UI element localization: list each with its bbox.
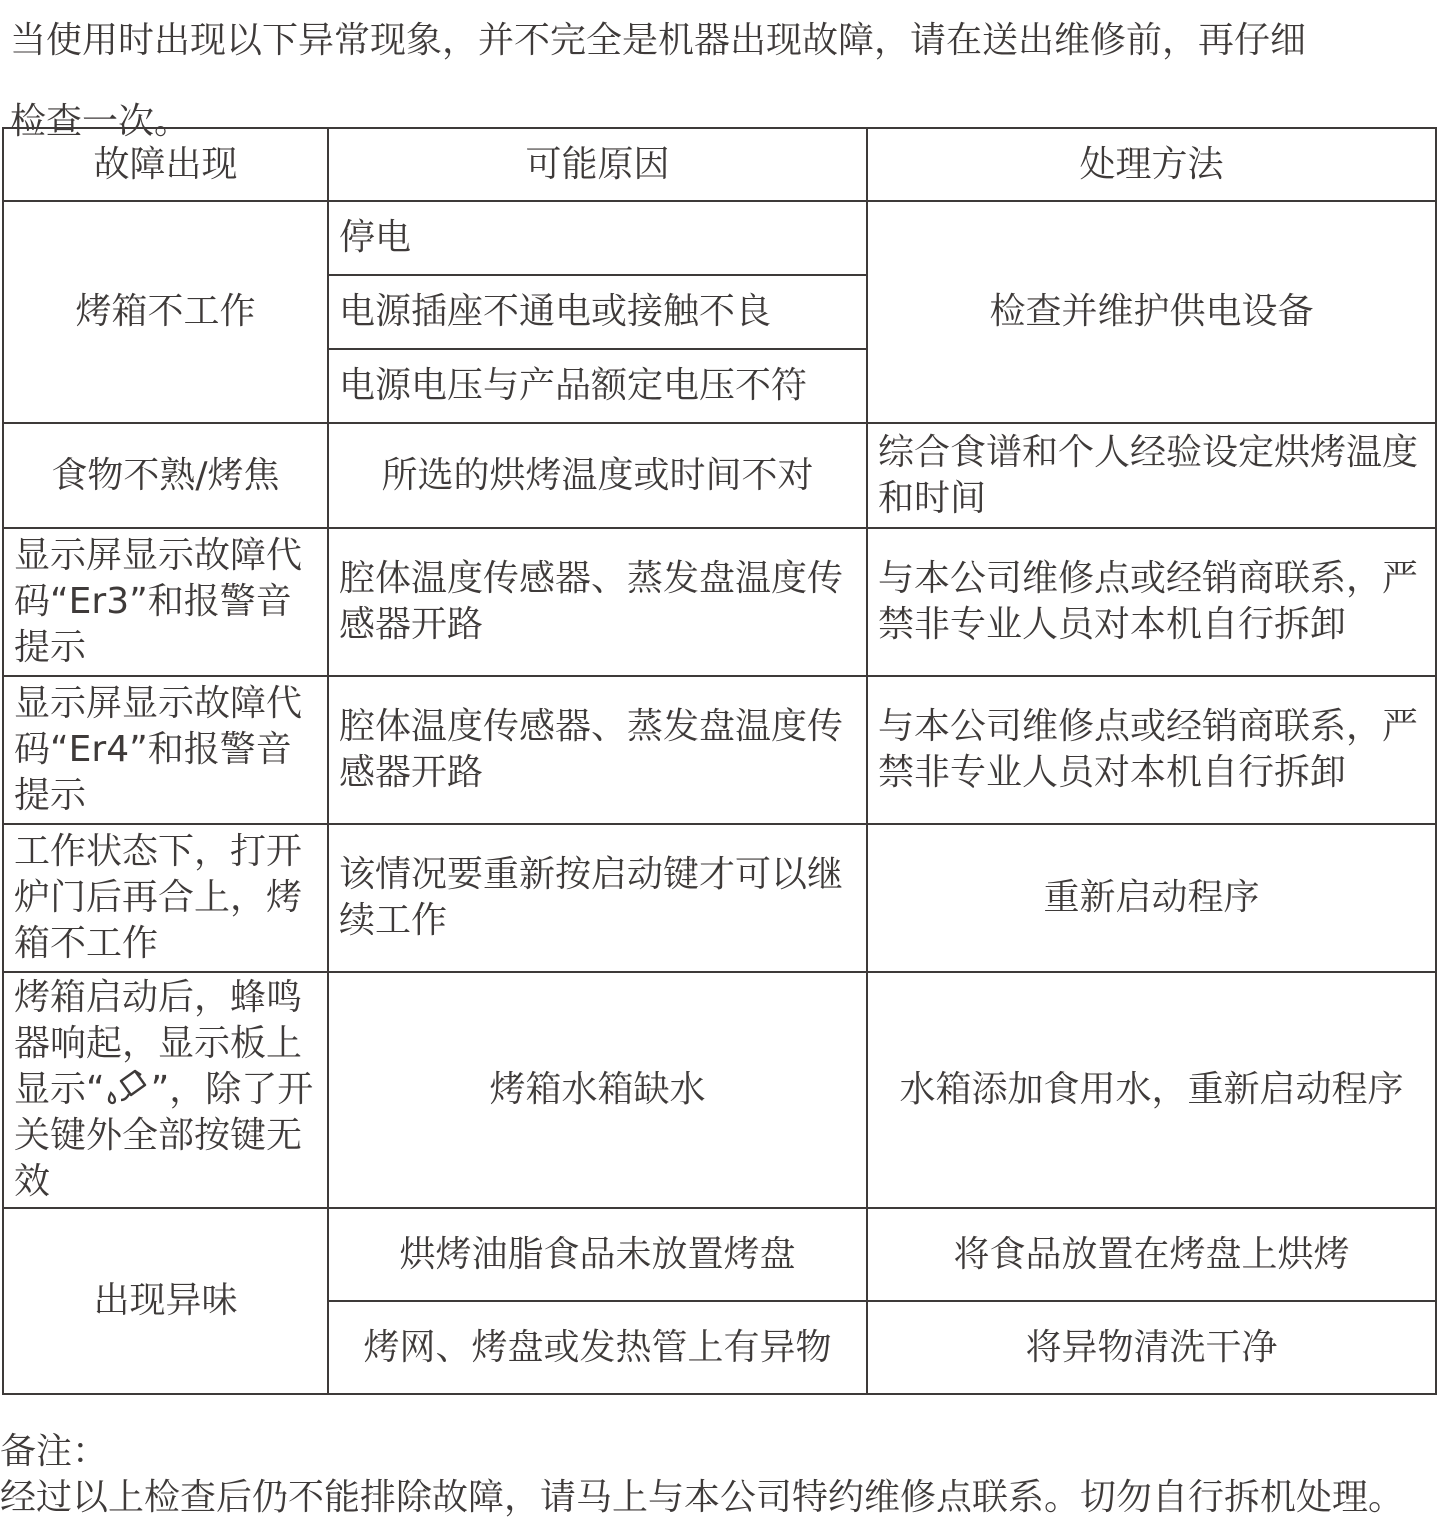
- header-fault: 故障出现: [3, 128, 328, 201]
- footer-text: 经过以上检查后仍不能排除故障，请马上与本公司特约维修点联系。切勿自行拆机处理。: [0, 1477, 1405, 1518]
- footer-label: 备注：: [0, 1431, 109, 1472]
- fault-cell: 烤箱不工作: [3, 201, 328, 423]
- table-row: [3, 528, 1436, 676]
- solution-cell: 与本公司维修点或经销商联系，严禁非专业人员对本机自行拆卸: [867, 676, 1436, 824]
- solution-cell: 将异物清洗干净: [867, 1301, 1436, 1394]
- fault-cell: 显示屏显示故障代码“Er3”和报警音提示: [3, 528, 328, 676]
- solution-cell: 与本公司维修点或经销商联系，严禁非专业人员对本机自行拆卸: [867, 528, 1436, 676]
- solution-cell: 重新启动程序: [867, 824, 1436, 972]
- solution-cell: 综合食谱和个人经验设定烘烤温度和时间: [867, 423, 1436, 528]
- cause-cell: 烘烤油脂食品未放置烤盘: [328, 1208, 867, 1301]
- fault-cell: 工作状态下，打开炉门后再合上，烤箱不工作: [3, 824, 328, 972]
- table-row: [3, 972, 1436, 1208]
- fault-cell: 出现异味: [3, 1208, 328, 1394]
- cause-cell: 腔体温度传感器、蒸发盘温度传感器开路: [328, 528, 867, 676]
- fault-text-after: ”，除了开关键外全部按键无效: [14, 1069, 314, 1202]
- table-row: [3, 1208, 1436, 1301]
- cause-cell: 腔体温度传感器、蒸发盘温度传感器开路: [328, 676, 867, 824]
- solution-cell: 检查并维护供电设备: [867, 201, 1436, 423]
- troubleshooting-table: [2, 127, 1437, 1395]
- table-row: [3, 676, 1436, 824]
- header-cause: 可能原因: [328, 128, 867, 201]
- fault-text-before: 烤箱启动后，蜂鸣器响起，显示板上显示“: [14, 977, 303, 1110]
- cause-cell: 该情况要重新按启动键才可以继续工作: [328, 824, 867, 972]
- intro-line-2: 检查一次。: [10, 101, 191, 142]
- table-row: [3, 824, 1436, 972]
- fault-cell: [3, 972, 328, 1208]
- fault-cell: 食物不熟/烤焦: [3, 423, 328, 528]
- footer-note: [0, 1429, 1437, 1521]
- fault-cell: 显示屏显示故障代码“Er4”和报警音提示: [3, 676, 328, 824]
- water-tank-icon: [105, 1067, 151, 1107]
- solution-cell: 将食品放置在烤盘上烘烤: [867, 1208, 1436, 1301]
- cause-cell: 烤网、烤盘或发热管上有异物: [328, 1301, 867, 1394]
- cause-cell: 烤箱水箱缺水: [328, 972, 867, 1208]
- intro-line-1: 当使用时出现以下异常现象，并不完全是机器出现故障，请在送出维修前，再仔细: [10, 20, 1307, 61]
- cause-cell: 所选的烘烤温度或时间不对: [328, 423, 867, 528]
- table-header-row: [3, 128, 1436, 201]
- solution-cell: 水箱添加食用水，重新启动程序: [867, 972, 1436, 1208]
- table-row: [3, 423, 1436, 528]
- header-solution: 处理方法: [867, 128, 1436, 201]
- cause-cell: 电源电压与产品额定电压不符: [328, 349, 867, 423]
- cause-cell: 电源插座不通电或接触不良: [328, 275, 867, 349]
- cause-cell: 停电: [328, 201, 867, 275]
- table-row: [3, 201, 1436, 275]
